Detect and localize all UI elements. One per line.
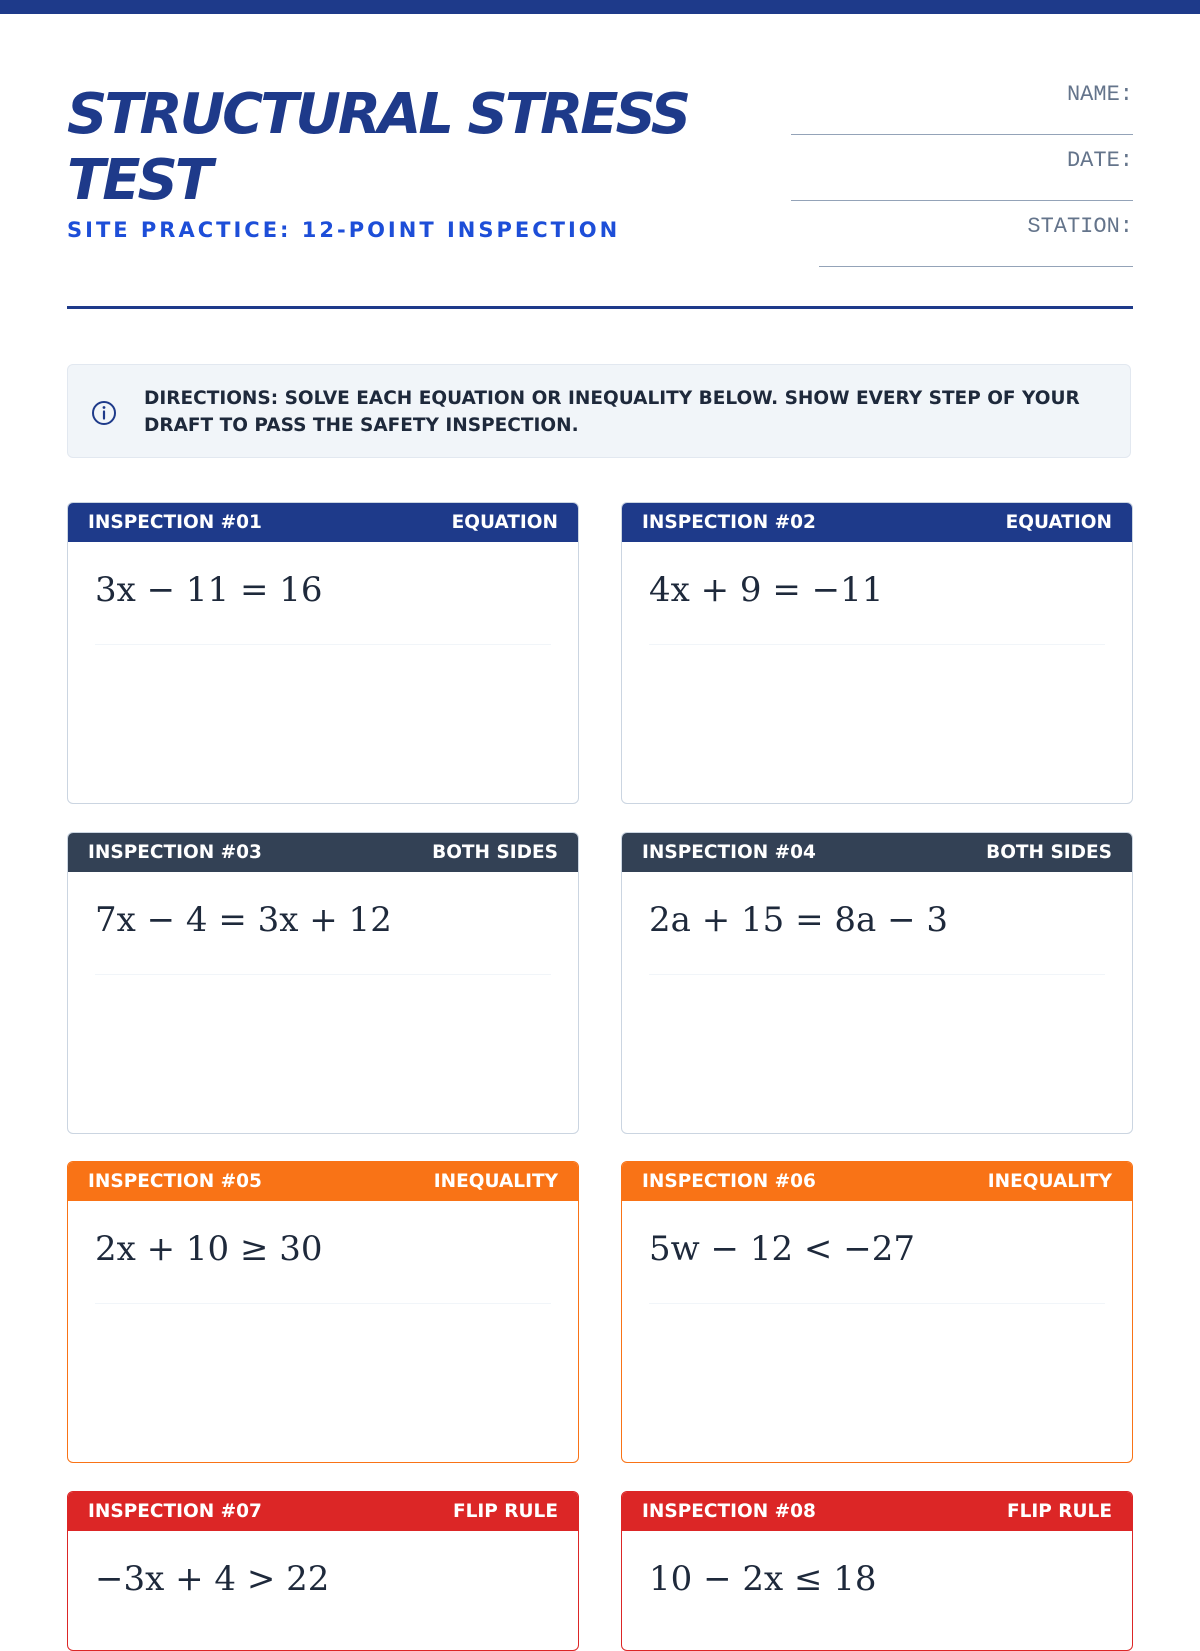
equation-divider (95, 644, 551, 645)
date-field (773, 144, 1133, 210)
card-header (622, 1492, 1132, 1531)
equation: −3x + 4 > 22 (95, 1559, 330, 1599)
work-area[interactable] (68, 1531, 578, 1650)
card-title: INSPECTION #04 (642, 842, 816, 863)
equation: 7x − 4 = 3x + 12 (95, 900, 392, 940)
equation: 4x + 9 = −11 (649, 570, 884, 610)
equation: 10 − 2x ≤ 18 (649, 1559, 877, 1599)
work-area[interactable] (68, 542, 578, 803)
inspection-card-02 (621, 502, 1133, 804)
name-label: NAME: (1066, 82, 1133, 107)
card-title: INSPECTION #07 (88, 1501, 262, 1522)
inspection-card-03 (67, 832, 579, 1134)
work-area[interactable] (68, 872, 578, 1133)
card-title: INSPECTION #02 (642, 512, 816, 533)
card-header (68, 833, 578, 872)
date-input-line[interactable] (791, 200, 1133, 201)
card-type-badge: INEQUALITY (433, 1171, 558, 1192)
equation-divider (95, 974, 551, 975)
equation-divider (649, 1303, 1105, 1304)
directions-text: DIRECTIONS: SOLVE EACH EQUATION OR INEQUALITY BELOW. SHOW EVERY STEP OF YOUR DRAFT TO PASS THE SAFETY INSPECTION. (144, 388, 1080, 436)
name-input-line[interactable] (791, 134, 1133, 135)
card-type-badge: FLIP RULE (1006, 1501, 1112, 1522)
page-subtitle: SITE PRACTICE: 12-POINT INSPECTION (67, 218, 621, 242)
inspection-card-07 (67, 1491, 579, 1651)
inspection-card-04 (621, 832, 1133, 1134)
card-title: INSPECTION #05 (88, 1171, 262, 1192)
info-icon (90, 399, 118, 427)
card-type-badge: FLIP RULE (452, 1501, 558, 1522)
card-type-badge: BOTH SIDES (986, 842, 1112, 863)
station-field (773, 210, 1133, 276)
inspection-card-05 (67, 1161, 579, 1463)
station-input-line[interactable] (819, 266, 1133, 267)
work-area[interactable] (68, 1201, 578, 1462)
equation: 2a + 15 = 8a − 3 (649, 900, 949, 940)
equation-divider (95, 1303, 551, 1304)
card-header (68, 1162, 578, 1201)
card-title: INSPECTION #01 (88, 512, 262, 533)
station-label: STATION: (1027, 214, 1133, 239)
card-type-badge: INEQUALITY (987, 1171, 1112, 1192)
work-area[interactable] (622, 542, 1132, 803)
card-header (622, 503, 1132, 542)
card-title: INSPECTION #06 (642, 1171, 816, 1192)
card-header (68, 503, 578, 542)
inspection-card-08 (621, 1491, 1133, 1651)
page-title: STRUCTURAL STRESS TEST (67, 82, 689, 213)
header-divider (67, 306, 1133, 309)
card-type-badge: EQUATION (451, 512, 558, 533)
card-type-badge: BOTH SIDES (432, 842, 558, 863)
card-header (68, 1492, 578, 1531)
equation: 5w − 12 < −27 (649, 1229, 915, 1269)
directions-box (67, 364, 1131, 458)
equation-divider (649, 974, 1105, 975)
work-area[interactable] (622, 1531, 1132, 1650)
inspection-card-01 (67, 502, 579, 804)
date-label: DATE: (1066, 148, 1133, 173)
top-accent-bar (0, 0, 1200, 14)
student-info-fields (773, 78, 1133, 276)
card-header (622, 833, 1132, 872)
work-area[interactable] (622, 1201, 1132, 1462)
equation-divider (649, 644, 1105, 645)
card-type-badge: EQUATION (1005, 512, 1112, 533)
equation: 2x + 10 ≥ 30 (95, 1229, 323, 1269)
inspection-card-06 (621, 1161, 1133, 1463)
card-header (622, 1162, 1132, 1201)
card-title: INSPECTION #08 (642, 1501, 816, 1522)
name-field (773, 78, 1133, 144)
equation: 3x − 11 = 16 (95, 570, 323, 610)
work-area[interactable] (622, 872, 1132, 1133)
card-title: INSPECTION #03 (88, 842, 262, 863)
